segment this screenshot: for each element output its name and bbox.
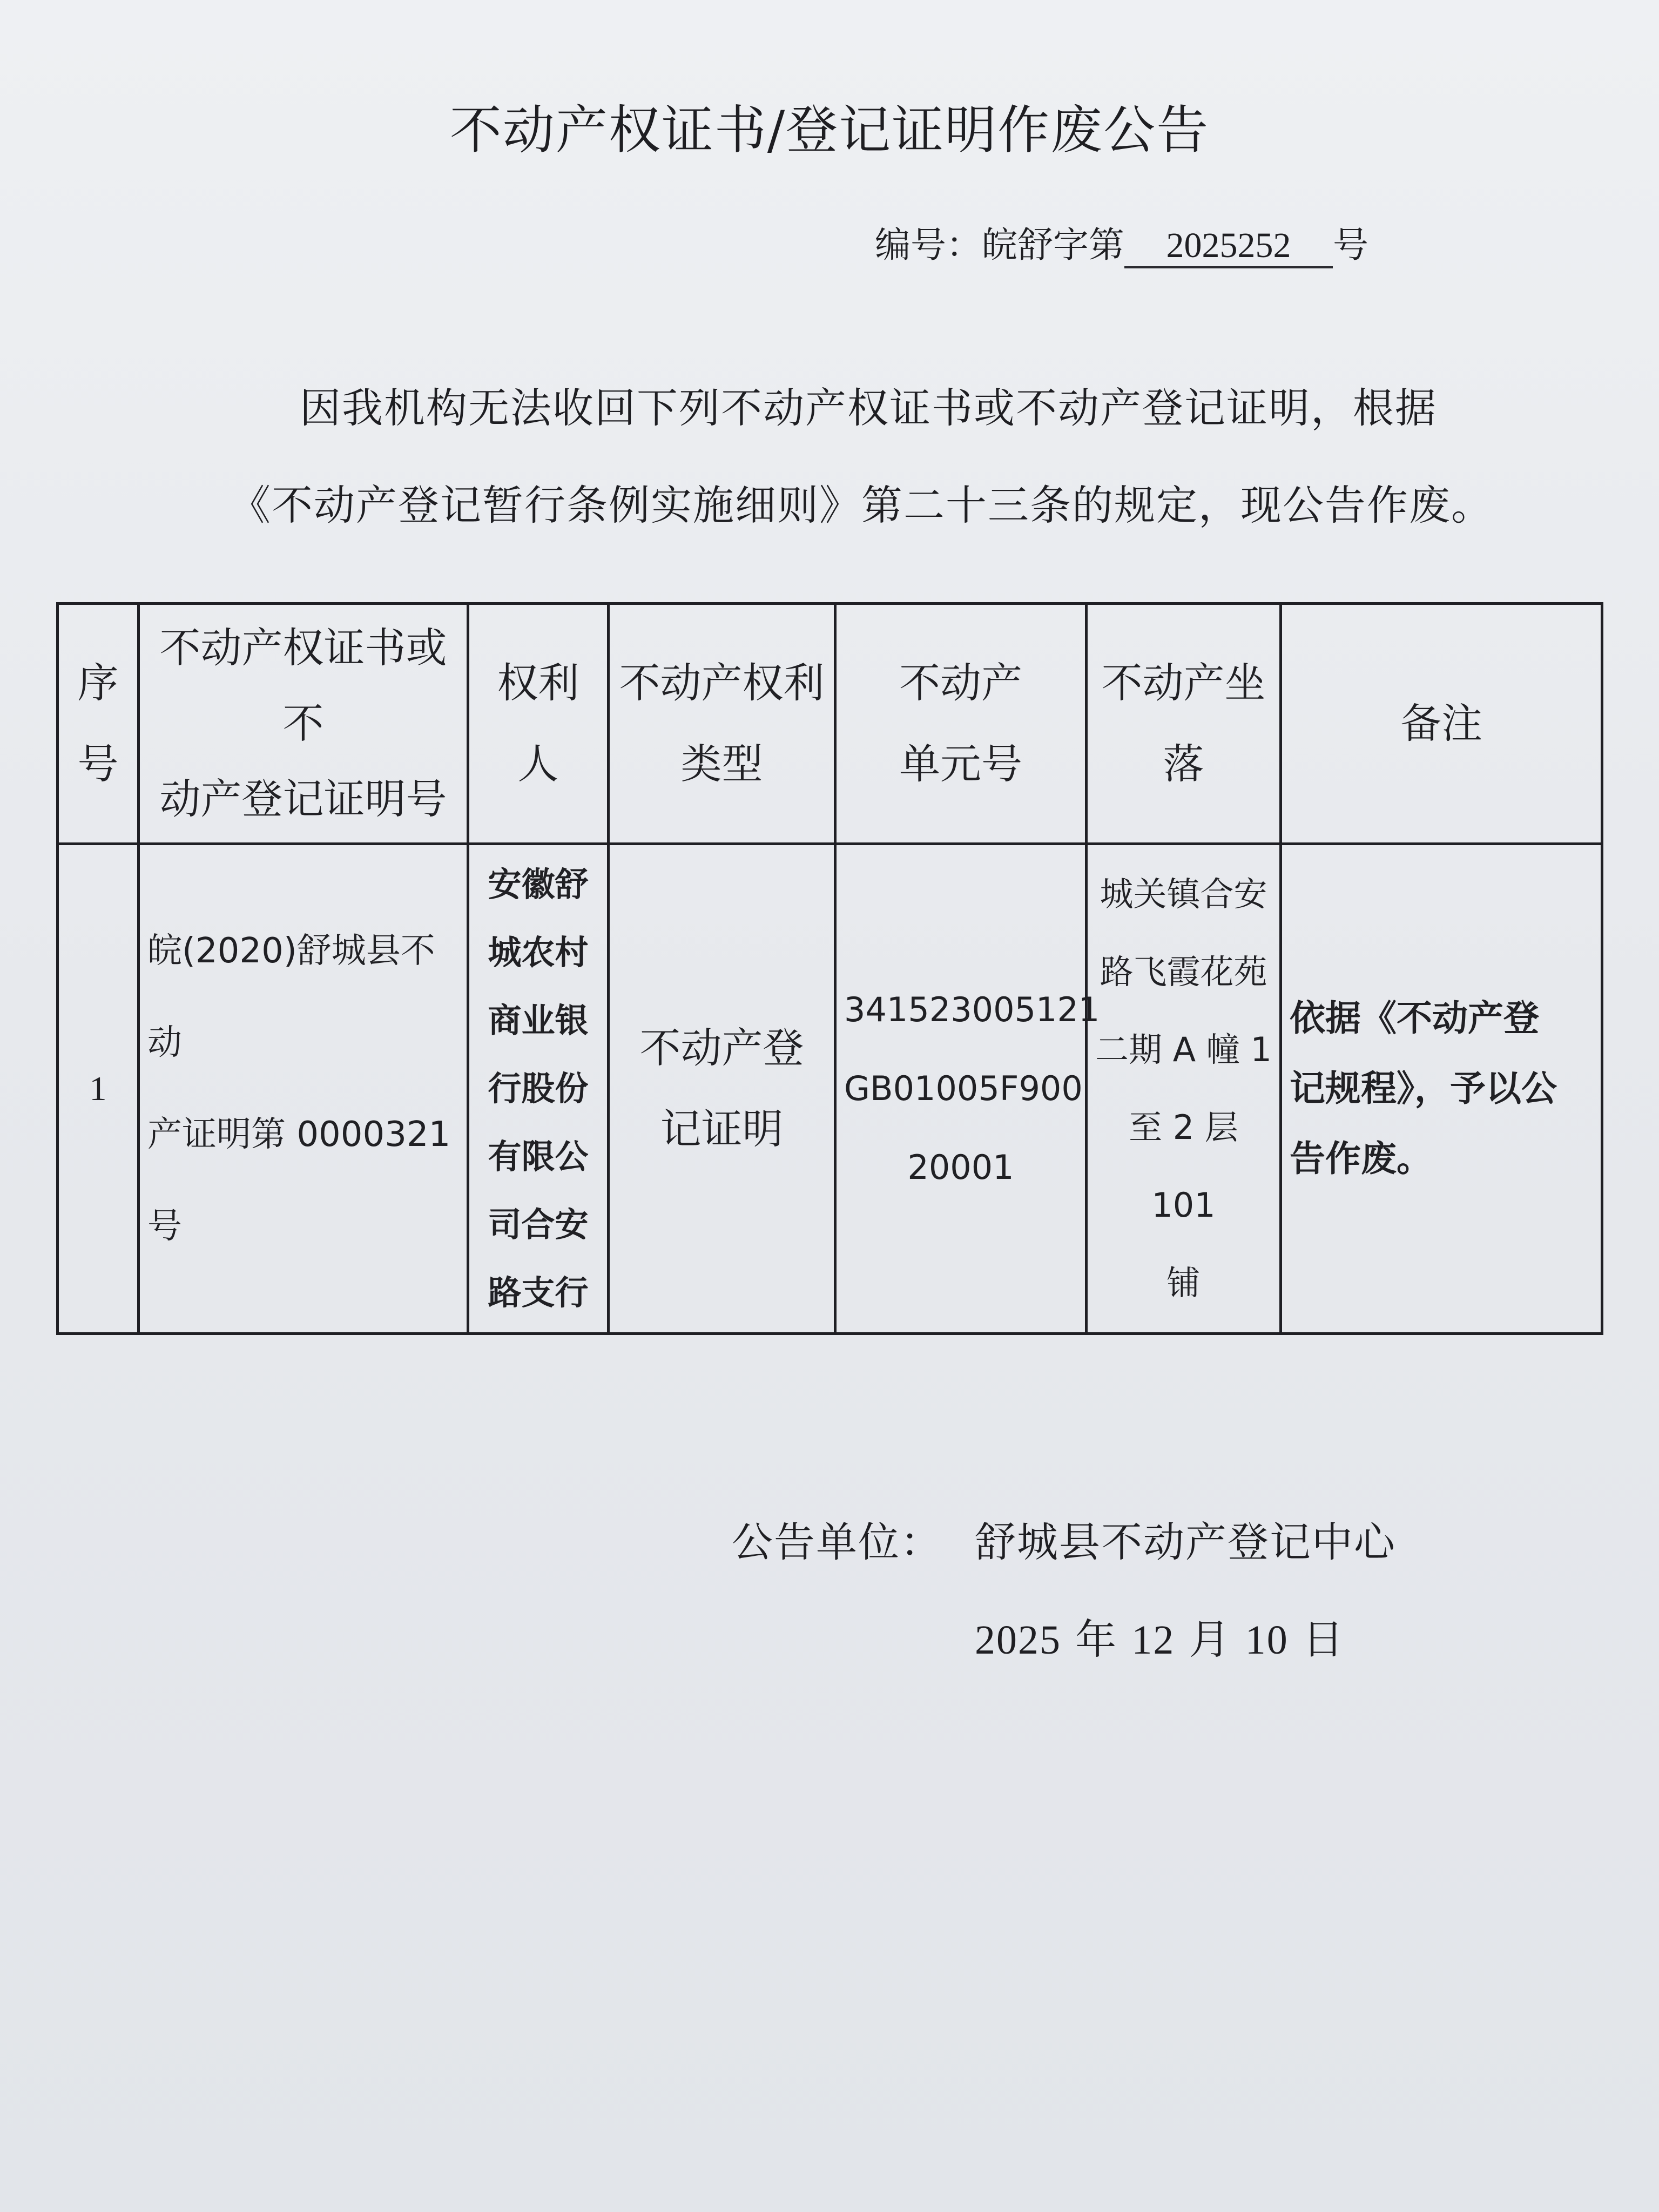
header-cert-no: [139, 604, 468, 844]
issue-date: [975, 1607, 1345, 1665]
cell-holder-line: 商业银: [488, 1001, 589, 1040]
cell-remark-line: 告作废。: [1290, 1138, 1432, 1179]
issuer-line: [732, 1509, 1396, 1568]
date-year-unit: 年: [1075, 1615, 1118, 1663]
header-location-line-2: 落: [1163, 740, 1204, 788]
cell-location-line: 铺: [1166, 1263, 1201, 1303]
cell-unit-no-line: GB01005F900: [844, 1069, 1083, 1108]
header-location-line-1: 不动产坐: [1101, 659, 1266, 707]
cell-holder-line: 司合安: [488, 1205, 589, 1244]
header-location: [1087, 604, 1281, 844]
table-row: [58, 844, 1602, 1334]
cell-holder: [468, 844, 609, 1334]
cell-right-type: [609, 844, 835, 1334]
header-unit-no-line-2: 单元号: [899, 740, 1022, 788]
header-unit-no-line-1: 不动产: [899, 659, 1022, 707]
header-holder: 权利人: [468, 604, 609, 844]
cell-unit-no-line: 20001: [907, 1148, 1014, 1187]
cell-cert-no-line-2: 产证明第 0000321 号: [147, 1115, 451, 1246]
header-right-type-line-1: 不动产权利: [619, 659, 825, 707]
date-month-unit: 月: [1189, 1615, 1231, 1663]
page-title: 不动产权证书/登记证明作废公告: [449, 100, 1210, 160]
cell-holder-line: 有限公: [488, 1137, 589, 1176]
cell-cert-no-line-1: 皖(2020)舒城县不动: [147, 931, 435, 1063]
document-number-prefix: 编号：皖舒字第: [875, 224, 1124, 266]
cell-location-line: 路飞霞花苑: [1100, 952, 1267, 992]
cell-right-type-line-2: 记证明: [660, 1105, 784, 1153]
void-certificate-table-wrap: [56, 602, 1601, 1331]
cell-location-line: 至 2 层 101: [1129, 1108, 1238, 1225]
date-year: 2025: [975, 1617, 1061, 1663]
cell-holder-line: 路支行: [488, 1273, 589, 1312]
date-day: 10: [1245, 1617, 1289, 1663]
cell-remark: [1281, 844, 1602, 1334]
header-cert-no-line-2: 动产登记证明号: [159, 775, 447, 823]
document-number-suffix: 号: [1333, 224, 1368, 266]
cell-cert-no: [139, 844, 468, 1334]
document-number-value: 2025252: [1124, 225, 1333, 268]
cell-location: [1087, 844, 1281, 1334]
cell-seq: 1: [58, 844, 139, 1334]
date-day-unit: 日: [1302, 1615, 1345, 1663]
document-number: [875, 216, 1368, 268]
issuer-name: 舒城县不动产登记中心: [975, 1518, 1396, 1566]
notice-paragraph-line-1: 因我机构无法收回下列不动产权证书或不动产登记证明，根据: [300, 384, 1437, 432]
cell-remark-line: 依据《不动产登: [1290, 997, 1539, 1039]
cell-location-line: 城关镇合安: [1100, 874, 1267, 914]
header-seq: 序号: [58, 604, 139, 844]
notice-paragraph-line-2: 《不动产登记暂行条例实施细则》第二十三条的规定，现公告作废。: [230, 481, 1493, 529]
cell-location-line: 二期 A 幢 1: [1095, 1030, 1272, 1069]
cell-unit-no-line: 341523005121: [844, 990, 1100, 1029]
header-right-type-line-2: 类型: [680, 740, 763, 788]
date-month: 12: [1131, 1617, 1175, 1663]
cell-right-type-line-1: 不动产登: [639, 1024, 804, 1072]
table-header-row: [58, 604, 1602, 844]
header-cert-no-line-1: 不动产权证书或不: [159, 624, 447, 747]
cell-unit-no: [835, 844, 1100, 1334]
cell-holder-line: 行股份: [488, 1069, 589, 1108]
issuer-label: 公告单位：: [732, 1518, 942, 1566]
header-remark: 备注: [1281, 604, 1602, 844]
header-right-type: [609, 604, 835, 844]
cell-remark-line: 记规程》，予以公: [1290, 1068, 1557, 1109]
header-unit-no: [835, 604, 1087, 844]
cell-holder-line: 城农村: [488, 933, 589, 972]
cell-holder-line: 安徽舒: [488, 865, 589, 904]
void-certificate-table: [56, 602, 1603, 1335]
